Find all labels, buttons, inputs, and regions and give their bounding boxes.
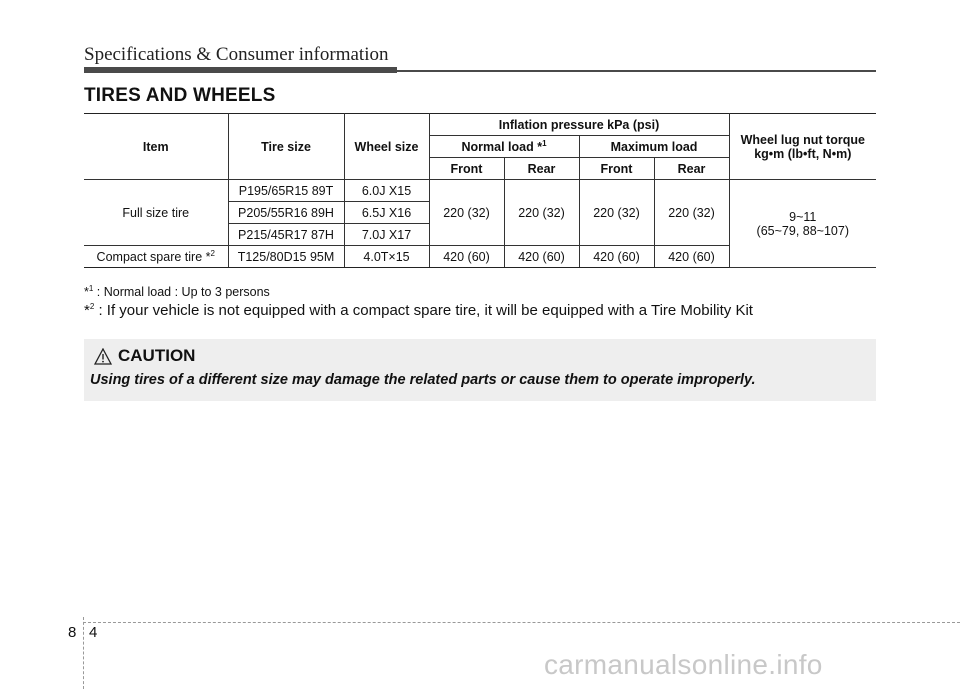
- page-guide-horizontal: [83, 622, 960, 623]
- header-lug-nut-torque: [729, 114, 876, 180]
- caution-box: [84, 339, 876, 401]
- caution-text: Using tires of a different size may damage the related parts or cause them to operate improperly.: [90, 372, 756, 388]
- normal-load-label: Normal load *: [461, 140, 543, 155]
- warning-triangle-icon: [94, 348, 112, 365]
- full-max-rear: 220 (32): [654, 180, 729, 246]
- compact-normal-rear: 420 (60): [504, 246, 579, 268]
- footnote-1-mark: *: [84, 285, 89, 300]
- footnote-1-sup: 1: [88, 284, 94, 293]
- header-normal-front: Front: [429, 158, 504, 180]
- normal-load-sup: 1: [542, 138, 547, 148]
- tire-size-cell: P205/55R16 89H: [228, 202, 344, 224]
- tire-spec-table: [84, 113, 876, 268]
- page-guide-vertical: [83, 617, 85, 689]
- wheel-size-cell: 6.0J X15: [344, 180, 429, 202]
- page-chapter-number: 8: [68, 624, 77, 641]
- section-title: TIRES AND WHEELS: [84, 85, 276, 106]
- header-maximum-load: Maximum load: [579, 136, 729, 158]
- header-wheel-size: Wheel size: [344, 114, 429, 180]
- compact-tire-size: T125/80D15 95M: [228, 246, 344, 268]
- footnote-1: [84, 284, 270, 299]
- footnote-2-sup: 2: [89, 302, 95, 311]
- full-size-tire-label: Full size tire: [84, 180, 228, 246]
- header-bar: [84, 67, 397, 73]
- page-number: 4: [89, 624, 98, 641]
- tire-size-cell: P215/45R17 87H: [228, 224, 344, 246]
- torque-line2: (65~79, 88~107): [756, 223, 849, 238]
- full-normal-rear: 220 (32): [504, 180, 579, 246]
- header-inflation-pressure: Inflation pressure kPa (psi): [429, 114, 729, 136]
- header-normal-rear: Rear: [504, 158, 579, 180]
- header-item: Item: [84, 114, 228, 180]
- full-normal-front: 220 (32): [429, 180, 504, 246]
- footnote-2-text: : If your vehicle is not equipped with a compact spare tire, it will be equipped with a Tire Mobility Kit: [94, 302, 753, 319]
- header-tire-size: Tire size: [228, 114, 344, 180]
- header-normal-load: [429, 136, 579, 158]
- wheel-size-cell: 6.5J X16: [344, 202, 429, 224]
- full-max-front: 220 (32): [579, 180, 654, 246]
- header-torque-line1: Wheel lug nut torque: [740, 132, 865, 147]
- header-max-front: Front: [579, 158, 654, 180]
- compact-max-rear: 420 (60): [654, 246, 729, 268]
- caution-title: CAUTION: [118, 346, 196, 365]
- table-row: [84, 180, 876, 202]
- compact-spare-label: [84, 246, 228, 268]
- header-torque-line2: kg•m (lb•ft, N•m): [754, 146, 852, 161]
- tire-size-cell: P195/65R15 89T: [228, 180, 344, 202]
- footnote-2-mark: *: [84, 302, 90, 319]
- torque-line1: 9~11: [789, 209, 817, 224]
- compact-spare-text: Compact spare tire *: [96, 250, 211, 265]
- footnote-1-text: : Normal load : Up to 3 persons: [93, 285, 270, 300]
- compact-wheel-size: 4.0T×15: [344, 246, 429, 268]
- wheel-size-cell: 7.0J X17: [344, 224, 429, 246]
- compact-spare-sup: 2: [210, 248, 215, 258]
- caution-heading: [94, 346, 195, 366]
- footnote-2: [84, 302, 753, 319]
- compact-normal-front: 420 (60): [429, 246, 504, 268]
- lug-nut-torque-value: [729, 180, 876, 268]
- page-header-title: Specifications & Consumer information: [84, 44, 389, 65]
- compact-max-front: 420 (60): [579, 246, 654, 268]
- watermark-text: carmanualsonline.info: [544, 649, 823, 680]
- header-max-rear: Rear: [654, 158, 729, 180]
- header-rule: [397, 70, 876, 72]
